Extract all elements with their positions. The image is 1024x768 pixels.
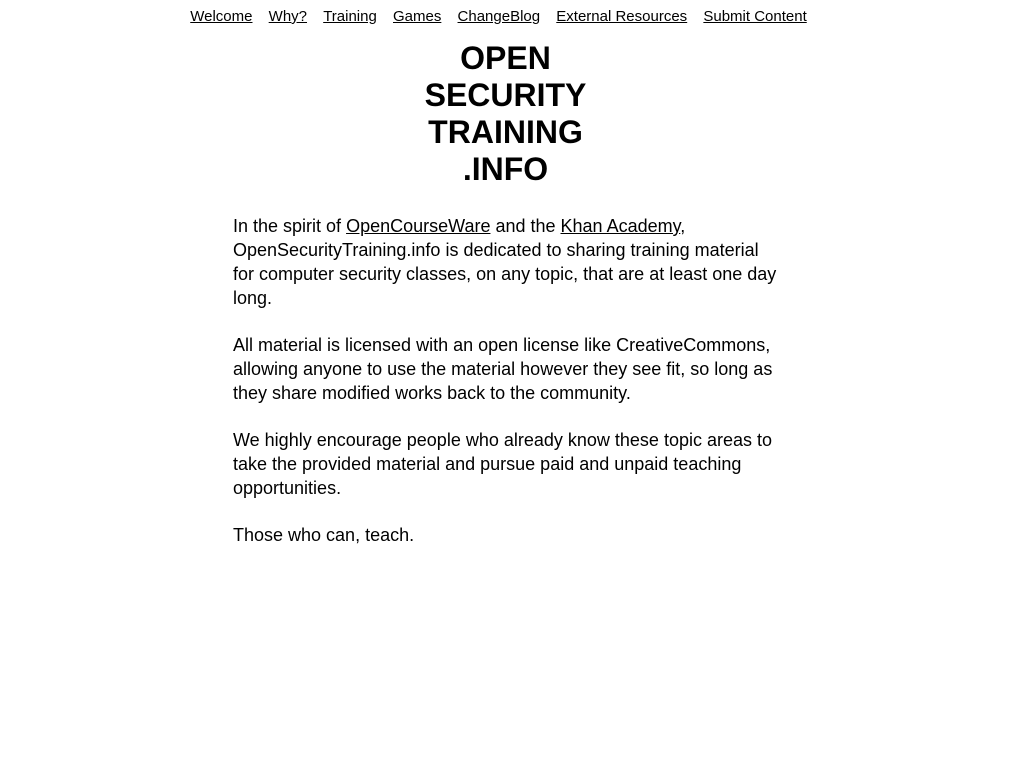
nav-link-why[interactable]: Why? [268,8,308,25]
teaching-paragraph: We highly encourage people who already know these topic areas to take the provided material and pursue paid and unpaid teaching opportunities. [233,430,773,498]
site-title-line-open: OPEN [460,40,551,76]
nav-link-training[interactable]: Training [323,8,377,25]
license-paragraph: All material is licensed with an open license like CreativeCommons, allowing anyone to use the material however they see fit, so long as they share modified works back to the community. [233,335,773,403]
nav-link-changeblog[interactable]: ChangeBlog [457,8,541,25]
intro-text-before: In the spirit of [233,216,347,236]
intro-paragraph [233,214,781,310]
site-title-line-info: .INFO [462,151,549,187]
intro-text-middle: and the [490,216,561,236]
nav-link-games[interactable]: Games [393,8,442,25]
site-title [0,40,1011,188]
opencourseware-link[interactable]: OpenCourseWare [346,216,491,236]
nav-link-submit-content[interactable]: Submit Content [703,8,807,25]
intro-text-after: , OpenSecurityTraining.info is dedicated to sharing training material for computer security classes, on any topic, that are at least one day long. [233,216,777,308]
nav-link-external-resources[interactable]: External Resources [556,8,688,25]
khan-academy-link[interactable]: Khan Academy [560,216,681,236]
main-content [233,214,781,570]
top-navigation [0,8,997,26]
site-title-line-training: TRAINING [428,114,583,150]
site-title-line-security: SECURITY [424,77,587,113]
nav-link-welcome[interactable]: Welcome [190,8,253,25]
motto-paragraph: Those who can, teach. [233,525,415,545]
